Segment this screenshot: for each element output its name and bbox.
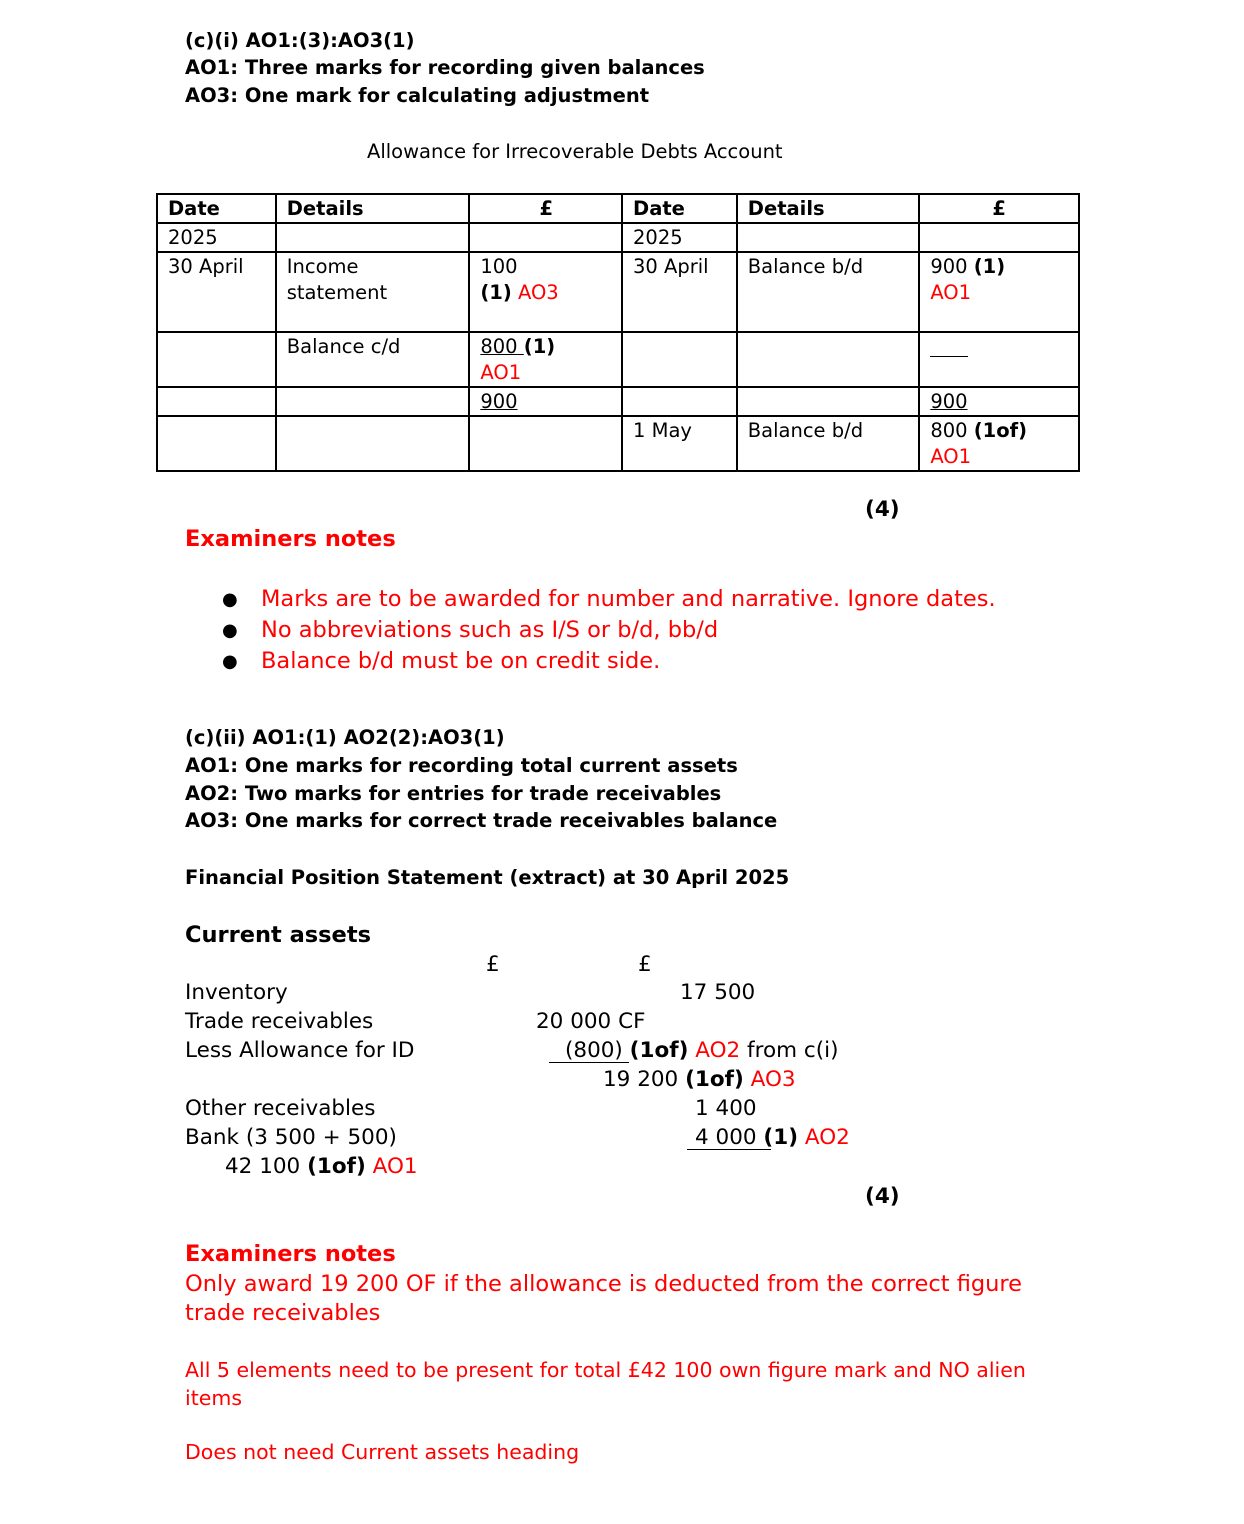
header-amount-right: £ [919, 194, 1079, 223]
total-value: 42 100 [225, 1154, 301, 1179]
examiners-notes-title: Examiners notes [185, 526, 396, 552]
details-cell: Balance b/d [737, 416, 920, 471]
part-cii-ao1: AO1: One marks for recording total current assets [185, 754, 738, 777]
amount-cell [919, 416, 1079, 471]
part-ci-ao3: AO3: One mark for calculating adjustment [185, 84, 650, 107]
header-amount-left: £ [469, 194, 622, 223]
account-title: Allowance for Irrecoverable Debts Account [367, 140, 783, 163]
table-row [157, 252, 1079, 332]
net-receivables-value: 19 200 [603, 1067, 679, 1092]
inventory-value: 17 500 [680, 980, 756, 1005]
statement-title: Financial Position Statement (extract) at 30 April 2025 [185, 866, 790, 889]
mark: (1) [973, 255, 1006, 278]
bullet-icon: ● [222, 651, 238, 672]
part-cii-ao2: AO2: Two marks for entries for trade receivables [185, 782, 722, 805]
totals-row [157, 387, 1079, 416]
table-header-row [157, 194, 1079, 223]
header-details-left: Details [276, 194, 470, 223]
table-row [157, 223, 1079, 252]
bullet-icon: ● [222, 620, 238, 641]
amount-cell [469, 332, 622, 387]
ao-tag: AO1 [930, 445, 972, 468]
trade-receivables-value: 20 000 CF [536, 1009, 646, 1034]
part-ci-ao1: AO1: Three marks for recording given balances [185, 56, 705, 79]
examiners-note: Only award 19 200 OF if the allowance is deducted from the correct figure trade receivables [185, 1271, 1023, 1326]
year-right: 2025 [622, 223, 737, 252]
details-cell: Balance c/d [276, 332, 470, 387]
note-text: Balance b/d must be on credit side. [261, 648, 661, 674]
date-cell: 1 May [622, 416, 737, 471]
mark: (1) [763, 1125, 799, 1150]
mark: (1of) [307, 1154, 366, 1179]
amount: 900 [930, 255, 968, 278]
details-cell: Balance b/d [737, 252, 920, 332]
year-left: 2025 [157, 223, 276, 252]
mark: (1) [480, 281, 512, 304]
allowance-line [565, 1038, 839, 1063]
ao-tag: AO1 [372, 1154, 418, 1179]
header-date-right: Date [622, 194, 737, 223]
ao-tag: AO1 [930, 281, 972, 304]
ao-tag: AO2 [695, 1038, 741, 1063]
ao-tag: AO1 [480, 361, 522, 384]
amount-cell [919, 252, 1079, 332]
total-line [225, 1154, 418, 1179]
note-text: No abbreviations such as I/S or b/d, bb/d [261, 617, 719, 643]
other-receivables-value: 1 400 [695, 1096, 757, 1121]
net-receivables-line [603, 1067, 796, 1092]
mark: (1of) [685, 1067, 744, 1092]
bullet-icon: ● [222, 589, 238, 610]
total-left: 900 [469, 387, 622, 416]
section-title: Current assets [185, 922, 371, 948]
bank-label: Bank (3 500 + 500) [185, 1125, 397, 1150]
allowance-suffix: from c(i) [747, 1038, 839, 1063]
examiners-note: Does not need Current assets heading [185, 1440, 580, 1464]
part-cii-ao3: AO3: One marks for correct trade receivables balance [185, 809, 778, 832]
amount-cell [919, 332, 1079, 387]
allowance-label: Less Allowance for ID [185, 1038, 415, 1063]
mark: (1of) [973, 419, 1028, 442]
date-cell: 30 April [157, 252, 276, 332]
details-text: statement [286, 281, 388, 304]
ao-tag: AO2 [804, 1125, 850, 1150]
rule-line [930, 356, 968, 357]
inventory-label: Inventory [185, 980, 288, 1005]
examiners-notes-title-2: Examiners notes [185, 1241, 396, 1267]
table-row [157, 416, 1079, 471]
other-receivables-label: Other receivables [185, 1096, 376, 1121]
details-text: Income [286, 255, 359, 278]
list-item [222, 615, 996, 646]
bank-line [695, 1125, 850, 1150]
amount: 100 [480, 255, 518, 278]
header-date-left: Date [157, 194, 276, 223]
amount: 800 [480, 335, 518, 358]
marks-total-ci: (4) [865, 497, 900, 522]
examiners-notes-list [222, 584, 996, 677]
allowance-value: (800) [565, 1038, 623, 1063]
table-row [157, 332, 1079, 387]
date-cell: 30 April [622, 252, 737, 332]
ao-tag: AO3 [750, 1067, 796, 1092]
amount: 800 [930, 419, 968, 442]
marks-total-cii: (4) [865, 1184, 900, 1209]
mark: (1of) [629, 1038, 689, 1063]
part-cii-heading: (c)(ii) AO1:(1) AO2(2):AO3(1) [185, 726, 505, 749]
trade-receivables-label: Trade receivables [185, 1009, 374, 1034]
mark: (1) [523, 335, 556, 358]
bank-value: 4 000 [695, 1125, 757, 1150]
total-right: 900 [919, 387, 1079, 416]
header-details-right: Details [737, 194, 920, 223]
allowance-account-table [156, 193, 1080, 472]
currency-col1: £ [486, 952, 500, 977]
details-cell [276, 252, 470, 332]
part-ci-heading: (c)(i) AO1:(3):AO3(1) [185, 29, 415, 52]
ao-tag: AO3 [517, 281, 559, 304]
currency-col2: £ [638, 952, 652, 977]
examiners-note: All 5 elements need to be present for total £42 100 own figure mark and NO alien items [185, 1358, 1026, 1410]
amount-cell [469, 252, 622, 332]
list-item [222, 584, 996, 615]
list-item [222, 646, 996, 677]
note-text: Marks are to be awarded for number and narrative. Ignore dates. [261, 586, 996, 612]
